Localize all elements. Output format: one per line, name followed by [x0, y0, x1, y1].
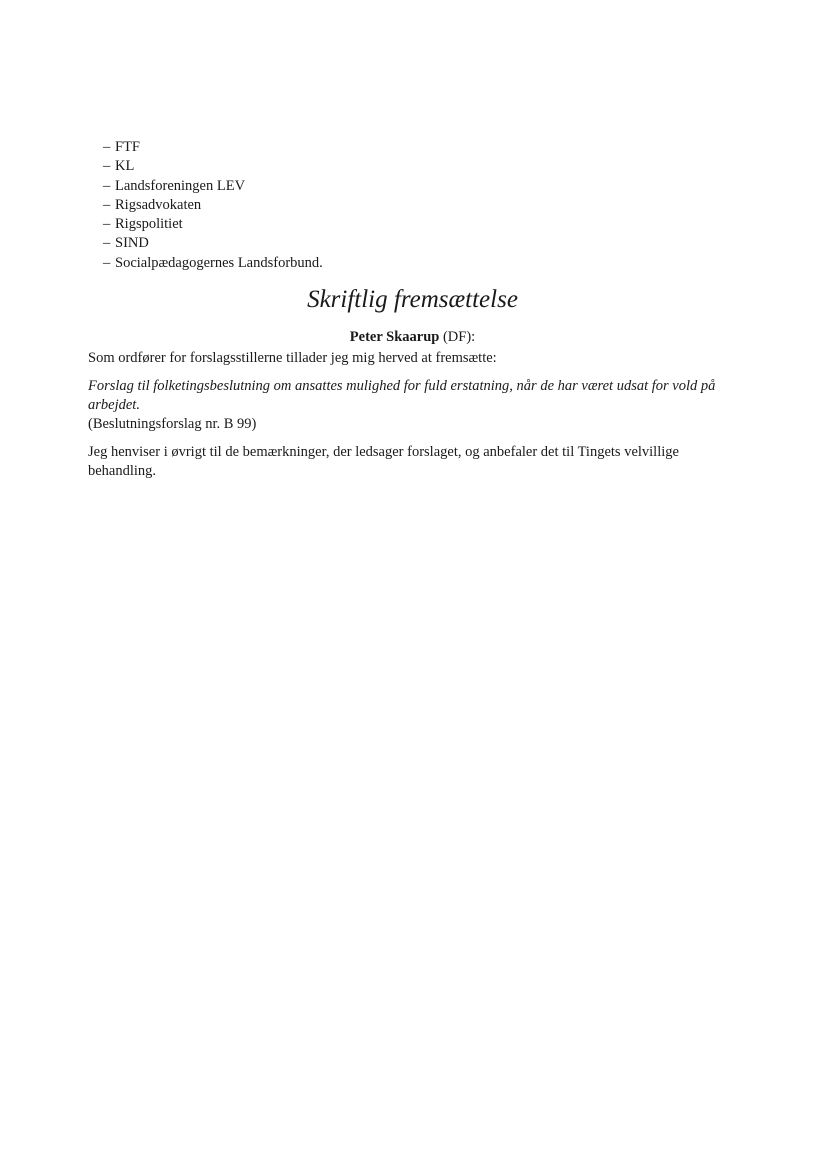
- organization-name: Socialpædagogernes Landsforbund.: [115, 254, 323, 271]
- list-item: [103, 215, 323, 234]
- list-dash: –: [103, 254, 111, 271]
- proposal-title: Forslag til folketingsbeslutning om ansattes mulighed for fuld erstatning, når de har været udsat for vold på arbejdet.: [88, 378, 716, 413]
- closing-paragraph: Jeg henviser i øvrigt til de bemærkninger, der ledsager forslaget, og anbefaler det til Tingets velvillige behandling.: [88, 444, 679, 479]
- organization-name: FTF: [115, 139, 140, 155]
- speaker-line: [0, 327, 825, 347]
- list-dash: –: [103, 177, 111, 194]
- list-item: [103, 196, 323, 215]
- organization-name: Rigsadvokaten: [115, 196, 202, 213]
- list-item: [103, 177, 323, 196]
- list-item: [103, 234, 323, 253]
- list-dash: –: [103, 158, 111, 175]
- speaker-name: Peter Skaarup: [349, 329, 440, 345]
- bill-reference: (Beslutningsforslag nr. B 99): [88, 416, 257, 432]
- list-dash: –: [103, 216, 111, 233]
- organization-name: SIND: [115, 235, 149, 252]
- organization-name: Landsforeningen LEV: [115, 177, 246, 194]
- intro-paragraph: Som ordfører for forslagsstillerne tillader jeg mig herved at fremsætte:: [88, 350, 497, 366]
- list-dash: –: [103, 196, 111, 213]
- organization-name: Rigspolitiet: [115, 216, 183, 233]
- speaker-party: (DF):: [442, 329, 476, 345]
- list-item: [103, 138, 323, 157]
- hearing-organizations-list: [103, 138, 323, 273]
- list-dash: –: [103, 139, 111, 155]
- organization-name: KL: [115, 158, 135, 175]
- list-item: [103, 254, 323, 273]
- list-dash: –: [103, 235, 111, 252]
- section-heading: Skriftlig fremsættelse: [307, 286, 518, 313]
- list-item: [103, 157, 323, 176]
